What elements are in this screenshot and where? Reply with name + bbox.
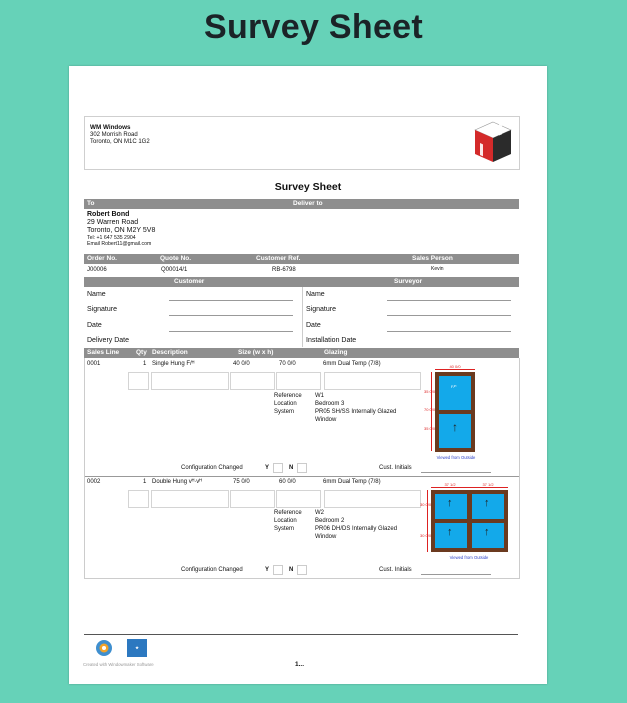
- to-header-bar: [84, 199, 519, 209]
- item1-location-label: Location: [274, 401, 297, 407]
- item1-cust-initials-label: Cust. Initials: [379, 465, 412, 471]
- item2-system-value: PR06 DH/DS Internally Glazed: [315, 526, 398, 532]
- up-arrow-icon: ↑: [452, 420, 458, 434]
- banner-title: Survey Sheet: [203, 8, 424, 46]
- item1-cust-initials-field[interactable]: [421, 472, 491, 473]
- item2-viewed-from-outside: Viewed from Outside: [449, 555, 489, 560]
- item1-system-label: System: [274, 409, 295, 415]
- item2-line: 0002: [87, 479, 101, 485]
- item1-config-no: N: [289, 465, 294, 471]
- item1-fixed-glyph: F/ᴴ: [451, 384, 457, 389]
- customer-surveyor-bar: [84, 277, 519, 287]
- item1-dim-height-bottom: 35 0/0: [424, 426, 436, 431]
- item2-dim-width-right: 37 1/2: [482, 482, 494, 487]
- surveyor-name-label: Name: [306, 291, 325, 298]
- item2-dim-width-left: 37 1/2: [444, 482, 456, 487]
- quote-no-value: Q00014/1: [161, 267, 188, 273]
- footer-rule: [84, 634, 518, 635]
- item2-dim-height-top: 30 0/0: [420, 502, 432, 507]
- company-logo-icon: [471, 120, 515, 164]
- item2-config-yes: Y: [265, 567, 270, 573]
- order-no-value: J00006: [87, 267, 107, 273]
- item2-pane-top-left: [435, 494, 467, 519]
- item1-line: 0001: [87, 361, 101, 367]
- item2-height-input[interactable]: [276, 490, 321, 508]
- to-label: To: [87, 200, 95, 207]
- deliver-to-label: Deliver to: [293, 200, 323, 207]
- item2-glazing-input[interactable]: [324, 490, 421, 508]
- glazing-header: Glazing: [324, 349, 348, 356]
- document-title: Survey Sheet: [274, 181, 342, 193]
- company-address-line1: 302 Morrish Road: [90, 131, 138, 138]
- item2-config-yes-checkbox[interactable]: [273, 565, 283, 575]
- company-header: [84, 116, 520, 170]
- customer-signature-label: Signature: [87, 306, 117, 313]
- item2-width-input[interactable]: [230, 490, 275, 508]
- surveyor-date-field[interactable]: [387, 331, 511, 332]
- up-arrow-icon: ↑: [484, 497, 490, 509]
- item1-location-value: Bedroom 3: [315, 401, 345, 407]
- item2-dim-width-line: [431, 487, 508, 488]
- customer-ref-header: Customer Ref.: [256, 255, 301, 262]
- surveyor-name-field[interactable]: [387, 300, 511, 301]
- column-divider: [302, 287, 303, 347]
- item1-glazing: 6mm Dual Temp (7/8): [323, 361, 381, 367]
- customer-header: Customer: [174, 278, 205, 285]
- sales-person-value: Kevin: [431, 266, 444, 272]
- windowmaker-logo-icon: [95, 639, 113, 657]
- item1-dim-width-line: [435, 369, 475, 370]
- item2-qty: 1: [143, 479, 147, 485]
- item2-window-frame: [431, 490, 508, 552]
- item1-config-yes: Y: [265, 465, 270, 471]
- item1-reference-label: Reference: [274, 393, 302, 399]
- size-header: Size (w x h): [238, 349, 274, 356]
- item2-pane-bottom-left: [435, 523, 467, 548]
- recipient-addr1: 29 Warren Road: [87, 219, 139, 226]
- recipient-addr2: Toronto, ON M2Y 5V8: [87, 227, 156, 234]
- item2-config-no: N: [289, 567, 294, 573]
- up-arrow-icon: ↑: [447, 497, 453, 509]
- qty-header: Qty: [136, 349, 147, 356]
- item2-cust-initials-label: Cust. Initials: [379, 567, 412, 573]
- item2-dim-height-bottom: 30 0/0: [420, 533, 432, 538]
- item1-config-changed-label: Configuration Changed: [181, 465, 243, 471]
- item2-height: 60 0/0: [279, 479, 296, 485]
- company-name: WM Windows: [90, 124, 131, 131]
- item1-lower-pane: [439, 414, 471, 448]
- item2-system-value-line2: Window: [315, 534, 337, 540]
- sales-person-header: Sales Person: [412, 255, 453, 262]
- item1-dim-height-total: 70 0/0: [424, 407, 436, 412]
- installation-date-label: Installation Date: [306, 337, 357, 344]
- item1-dim-height-top: 35 0/0: [424, 389, 436, 394]
- item1-height-input[interactable]: [276, 372, 321, 390]
- surveyor-signature-label: Signature: [306, 306, 336, 313]
- item2-width: 75 0/0: [233, 479, 250, 485]
- item1-window-frame: [435, 372, 475, 452]
- item2-config-no-checkbox[interactable]: [297, 565, 307, 575]
- surveyor-signature-field[interactable]: [387, 315, 511, 316]
- item1-system-value-line2: Window: [315, 417, 337, 423]
- item2-location-value: Bedroom 2: [315, 518, 345, 524]
- recipient-address: [87, 211, 155, 247]
- item1-qty: 1: [143, 361, 147, 367]
- line-items-header-bar: [84, 348, 519, 358]
- recipient-tel: Tel: +1 647 535 2904: [87, 235, 136, 241]
- item1-height: 70 0/0: [279, 361, 296, 367]
- item1-description-input[interactable]: [151, 372, 229, 390]
- item2-config-changed-label: Configuration Changed: [181, 567, 243, 573]
- description-header: Description: [152, 349, 188, 356]
- survey-sheet-page: [69, 66, 547, 684]
- item1-description: Single Hung F/ᴴ: [152, 361, 195, 367]
- item1-width: 40 0/0: [233, 361, 250, 367]
- customer-ref-value: RB-6798: [272, 267, 296, 273]
- item2-glazing: 6mm Dual Temp (7/8): [323, 479, 381, 485]
- item1-config-yes-checkbox[interactable]: [273, 463, 283, 473]
- recipient-email: Email Robert11@gmail.com: [87, 241, 152, 247]
- item2-description-input[interactable]: [151, 490, 229, 508]
- item1-reference-value: W1: [315, 393, 324, 399]
- item2-reference-value: W2: [315, 510, 324, 516]
- item2-reference-label: Reference: [274, 510, 302, 516]
- surveyor-header: Surveyor: [394, 278, 423, 285]
- page-number: 1...: [295, 661, 305, 668]
- item1-dim-width: 40 0/0: [449, 364, 461, 369]
- item1-viewed-from-outside: Viewed from Outside: [436, 455, 476, 460]
- energy-star-icon: ★: [127, 639, 147, 657]
- item1-qty-input[interactable]: [128, 372, 149, 390]
- company-address-line2: Toronto, ON M1C 1G2: [90, 139, 150, 146]
- item2-qty-input[interactable]: [128, 490, 149, 508]
- item2-pane-top-right: [472, 494, 504, 519]
- customer-name-field[interactable]: [169, 300, 293, 301]
- item1-system-value: PR05 SH/SS Internally Glazed: [315, 409, 397, 415]
- item2-dim-height-line: [427, 490, 428, 552]
- item1-glazing-input[interactable]: [324, 372, 421, 390]
- customer-date-field[interactable]: [169, 331, 293, 332]
- item2-cust-initials-field[interactable]: [421, 574, 491, 575]
- item1-config-no-checkbox[interactable]: [297, 463, 307, 473]
- order-header-bar: [84, 254, 519, 264]
- created-with-text: Created with Windowmaker Software: [83, 662, 154, 667]
- customer-name-label: Name: [87, 291, 106, 298]
- sales-line-header: Sales Line: [87, 349, 120, 356]
- company-address: [90, 124, 150, 147]
- item1-width-input[interactable]: [230, 372, 275, 390]
- recipient-name: Robert Bond: [87, 211, 130, 218]
- customer-signature-field[interactable]: [169, 315, 293, 316]
- item1-upper-pane: [439, 376, 471, 410]
- customer-date-label: Date: [87, 322, 102, 329]
- item2-pane-bottom-right: [472, 523, 504, 548]
- item2-description: Double Hung vᴴ·vᴴ: [152, 479, 202, 485]
- order-no-header: Order No.: [87, 255, 117, 262]
- item2-location-label: Location: [274, 518, 297, 524]
- surveyor-date-label: Date: [306, 322, 321, 329]
- item2-system-label: System: [274, 526, 295, 532]
- up-arrow-icon: ↑: [484, 526, 490, 538]
- up-arrow-icon: ↑: [447, 526, 453, 538]
- delivery-date-label: Delivery Date: [87, 337, 130, 344]
- quote-no-header: Quote No.: [160, 255, 192, 262]
